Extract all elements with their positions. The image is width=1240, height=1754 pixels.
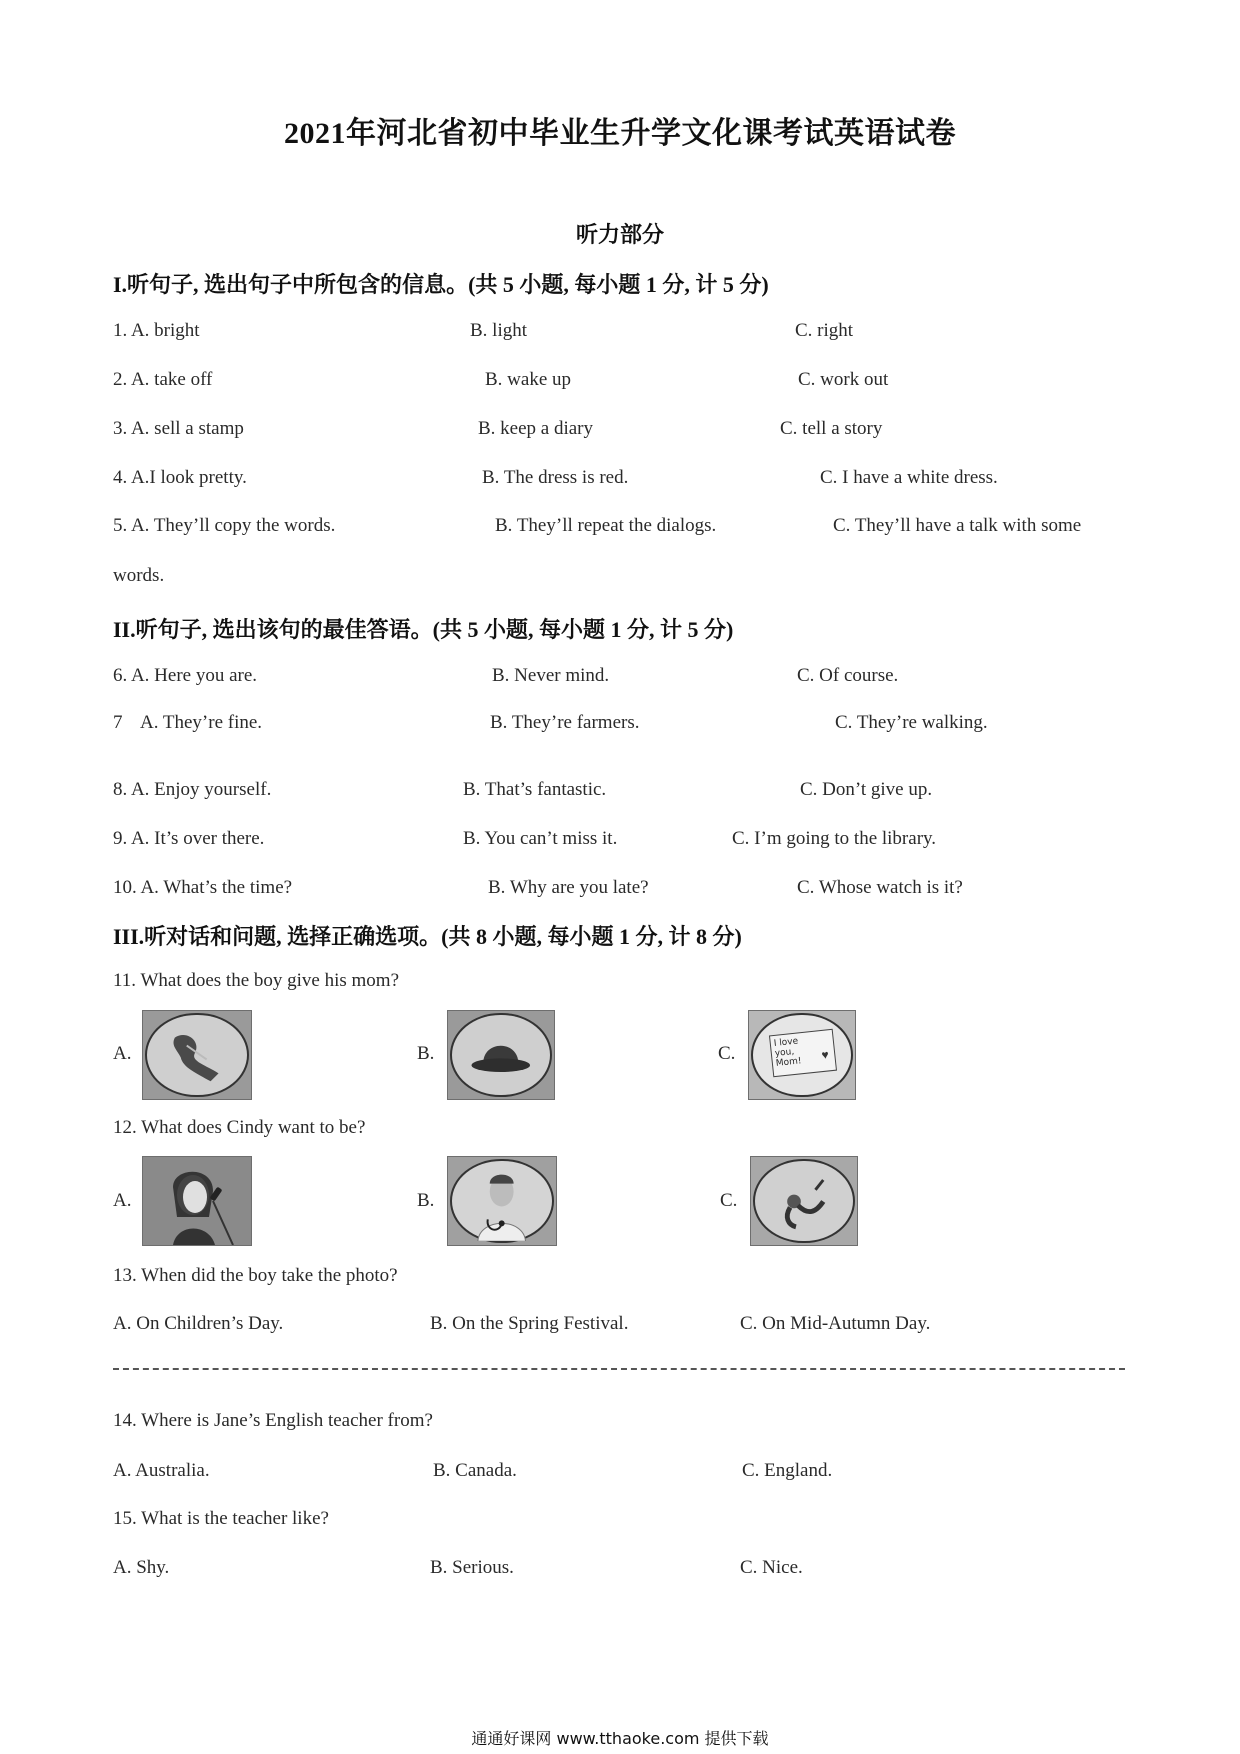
q14-option-c: C. England. (742, 1460, 833, 1481)
hat-icon (452, 1015, 550, 1096)
q9-option-a: 9. A. It’s over there. (113, 828, 265, 849)
q4-option-a: 4. A.I look pretty. (113, 467, 247, 488)
q14-option-a: A. Australia. (113, 1460, 210, 1481)
dancer-icon (755, 1161, 853, 1242)
q8-option-c: C. Don’t give up. (800, 779, 933, 800)
q2-option-b: B. wake up (485, 369, 572, 390)
q15-option-c: C. Nice. (740, 1557, 803, 1578)
section-1-instructions: I.听句子, 选出句子中所包含的信息。(共 5 小题, 每小题 1 分, 计 5 分) (113, 272, 769, 297)
scarf-icon (147, 1015, 246, 1096)
q14-question: 14. Where is Jane’s English teacher from? (113, 1410, 433, 1431)
card-image (748, 1010, 856, 1100)
q12-label-b: B. (417, 1190, 435, 1211)
card-text: I love you, Mom! (773, 1036, 802, 1070)
q12-label-a: A. (113, 1190, 132, 1211)
q2-option-c: C. work out (798, 369, 889, 390)
singer-icon (143, 1157, 251, 1245)
q11-label-a: A. (113, 1043, 132, 1064)
q13-option-c: C. On Mid-Autumn Day. (740, 1313, 931, 1334)
q9-option-b: B. You can’t miss it. (463, 828, 618, 849)
q2-option-a: 2. A. take off (113, 369, 213, 390)
q4-option-b: B. The dress is red. (482, 467, 629, 488)
q6-option-c: C. Of course. (797, 665, 899, 686)
q8-option-a: 8. A. Enjoy yourself. (113, 779, 272, 800)
q12-question: 12. What does Cindy want to be? (113, 1117, 366, 1138)
q13-option-b: B. On the Spring Festival. (430, 1313, 629, 1334)
q5-option-c: C. They’ll have a talk with some (833, 515, 1082, 536)
q5-option-a: 5. A. They’ll copy the words. (113, 515, 336, 536)
section-heading-listening: 听力部分 (575, 222, 664, 247)
dashed-divider (113, 1368, 1125, 1370)
doctor-image (447, 1156, 557, 1246)
q10-option-a: 10. A. What’s the time? (113, 877, 293, 898)
q15-option-a: A. Shy. (113, 1557, 170, 1578)
doctor-icon (452, 1161, 551, 1242)
greeting-card (769, 1029, 837, 1078)
q7-option-a: A. They’re fine. (140, 712, 263, 733)
q3-option-b: B. keep a diary (478, 418, 594, 439)
q11-label-c: C. (718, 1043, 736, 1064)
q1-option-a: 1. A. bright (113, 320, 200, 341)
dancer-image (750, 1156, 858, 1246)
section-2-instructions: II.听句子, 选出该句的最佳答语。(共 5 小题, 每小题 1 分, 计 5 分) (113, 617, 734, 642)
singer-image (142, 1156, 252, 1246)
q7-option-b: B. They’re farmers. (490, 712, 640, 733)
q12-label-c: C. (720, 1190, 738, 1211)
hat-image (447, 1010, 555, 1100)
q8-option-b: B. That’s fantastic. (463, 779, 607, 800)
q13-option-a: A. On Children’s Day. (113, 1313, 284, 1334)
footer-source: 通通好课网 www.tthaoke.com 提供下载 (471, 1729, 769, 1748)
q3-option-c: C. tell a story (780, 418, 883, 439)
q5-option-b: B. They’ll repeat the dialogs. (495, 515, 717, 536)
q14-option-b: B. Canada. (433, 1460, 517, 1481)
q9-option-c: C. I’m going to the library. (732, 828, 937, 849)
q6-option-a: 6. A. Here you are. (113, 665, 258, 686)
q1-option-b: B. light (470, 320, 528, 341)
q15-option-b: B. Serious. (430, 1557, 514, 1578)
heart-icon: ♥ (820, 1048, 830, 1063)
q3-option-a: 3. A. sell a stamp (113, 418, 244, 439)
section-3-instructions: III.听对话和问题, 选择正确选项。(共 8 小题, 每小题 1 分, 计 8 分) (113, 924, 742, 949)
q6-option-b: B. Never mind. (492, 665, 610, 686)
q15-question: 15. What is the teacher like? (113, 1508, 329, 1529)
q11-question: 11. What does the boy give his mom? (113, 970, 400, 991)
scarf-image (142, 1010, 252, 1100)
q4-option-c: C. I have a white dress. (820, 467, 998, 488)
q13-question: 13. When did the boy take the photo? (113, 1265, 398, 1286)
q10-option-b: B. Why are you late? (488, 877, 649, 898)
q7-number: 7 (113, 712, 123, 733)
q10-option-c: C. Whose watch is it? (797, 877, 963, 898)
q11-label-b: B. (417, 1043, 435, 1064)
q5-option-c-continued: words. (113, 565, 165, 586)
exam-title: 2021年河北省初中毕业生升学文化课考试英语试卷 (284, 117, 956, 150)
q7-option-c: C. They’re walking. (835, 712, 988, 733)
q1-option-c: C. right (795, 320, 854, 341)
